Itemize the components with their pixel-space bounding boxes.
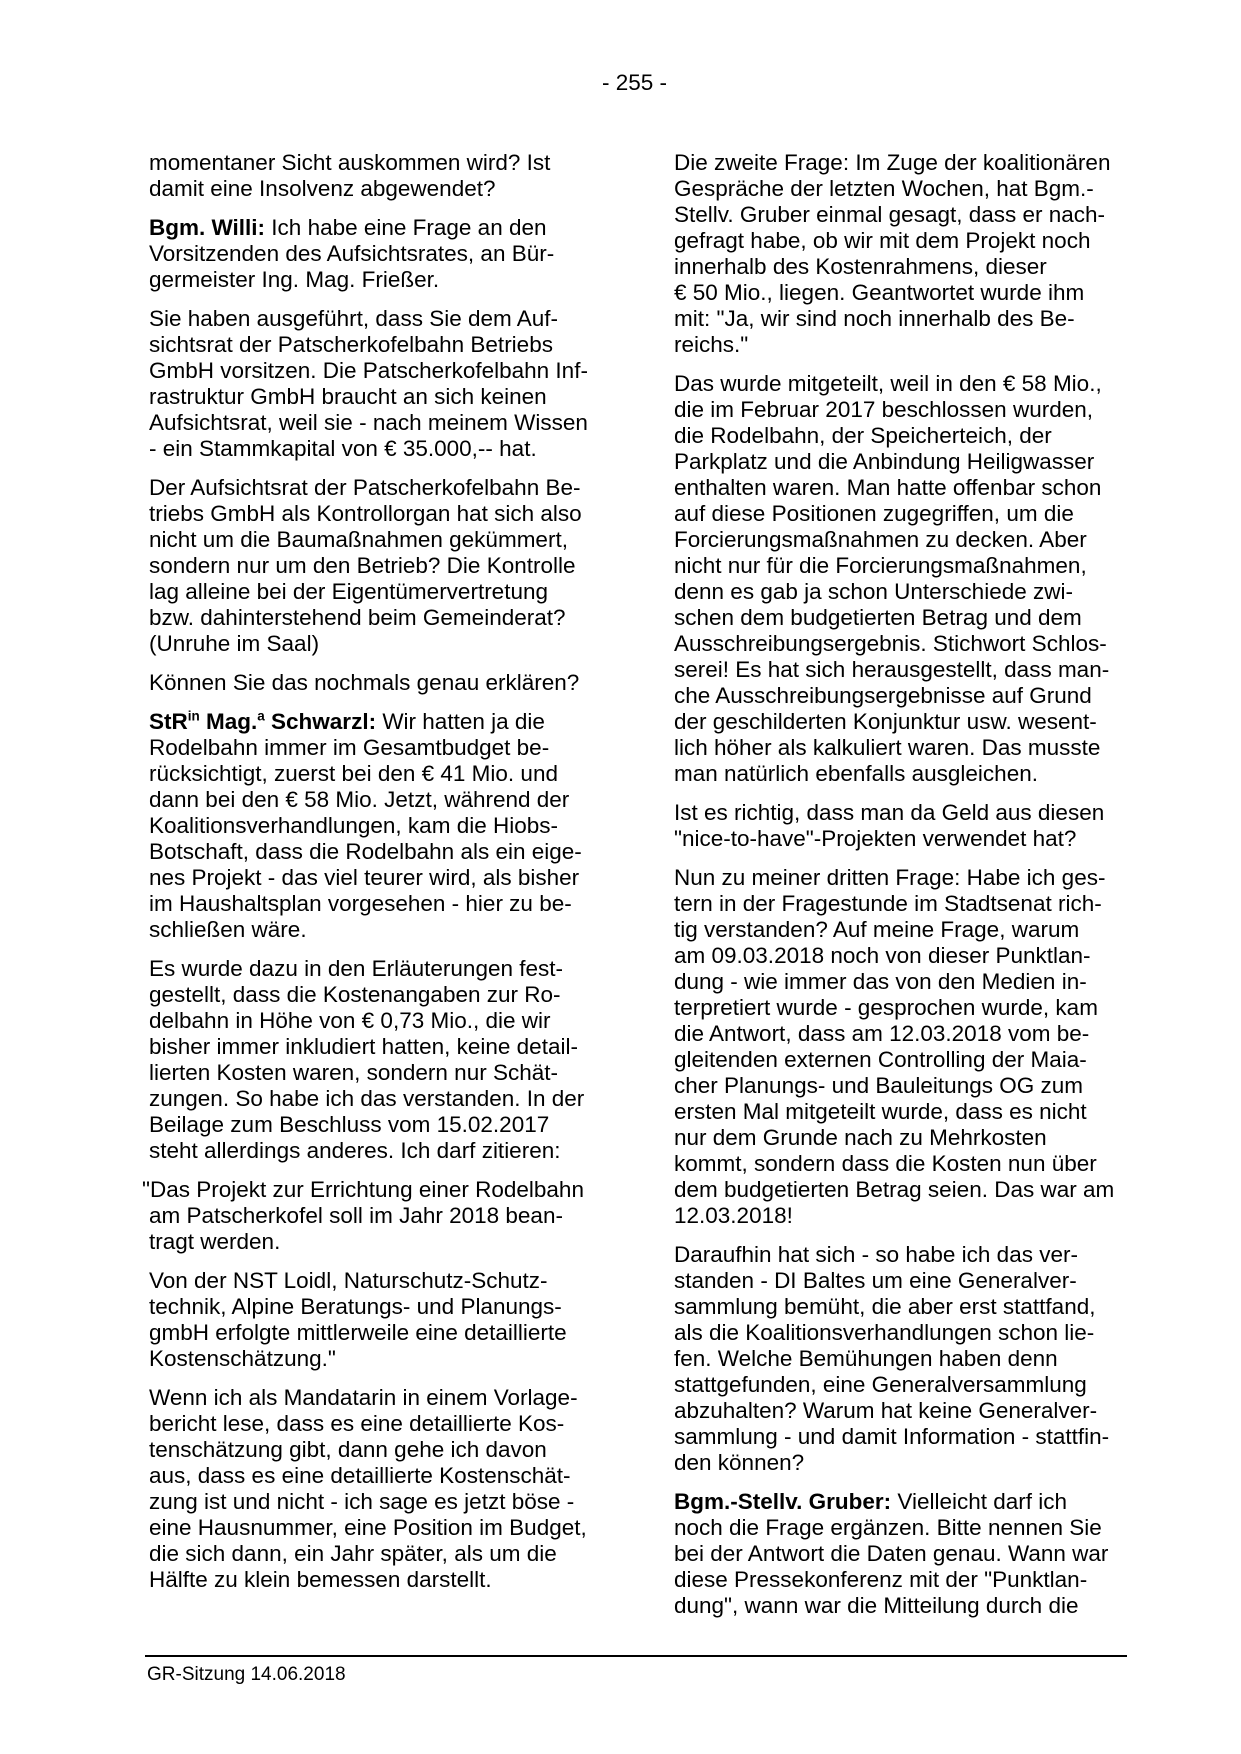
text-line: Beilage zum Beschluss vom 15.02.2017 bbox=[149, 1112, 550, 1137]
text-line bbox=[674, 1489, 1126, 1515]
text-line: - ein Stammkapital von € 35.000,-- hat. bbox=[149, 436, 537, 461]
text-line: den können? bbox=[674, 1450, 805, 1475]
text-line: dung - wie immer das von den Medien in- bbox=[674, 969, 1087, 994]
speaker-name: in bbox=[187, 708, 200, 724]
text-line: Ausschreibungsergebnis. Stichwort Schlos- bbox=[674, 631, 1107, 656]
text-line: denn es gab ja schon Unterschiede zwi- bbox=[674, 579, 1073, 604]
text-line: Die zweite Frage: Im Zuge der koalitionären bbox=[674, 150, 1111, 175]
text-line: schließen wäre. bbox=[149, 917, 307, 942]
text-line: Koalitionsverhandlungen, kam die Hiobs- bbox=[149, 813, 558, 838]
page-number: - 255 - bbox=[601, 70, 668, 95]
text-line: noch die Frage ergänzen. Bitte nennen Sie bbox=[674, 1515, 1102, 1540]
text-line: nur dem Grunde nach zu Mehrkosten bbox=[674, 1125, 1047, 1150]
text-line: Können Sie das nochmals genau erklären? bbox=[149, 670, 580, 695]
paragraph bbox=[149, 670, 581, 696]
text-line: bei der Antwort die Daten genau. Wann war bbox=[674, 1541, 1109, 1566]
text-line: che Ausschreibungsergebnisse auf Grund bbox=[674, 683, 1092, 708]
paragraph bbox=[142, 1177, 584, 1255]
text-line: man natürlich ebenfalls ausgleichen. bbox=[674, 761, 1038, 786]
paragraph bbox=[149, 709, 581, 943]
text-line: gleitenden externen Controlling der Maia- bbox=[674, 1047, 1087, 1072]
paragraph bbox=[149, 1268, 581, 1372]
paragraph bbox=[674, 1242, 1126, 1476]
paragraph bbox=[149, 475, 581, 657]
text-line: abzuhalten? Warum hat keine Generalver- bbox=[674, 1398, 1098, 1423]
text-line: Nun zu meiner dritten Frage: Habe ich ges- bbox=[674, 865, 1106, 890]
speaker-name: StR bbox=[149, 709, 188, 734]
text-line: die Antwort, dass am 12.03.2018 vom be- bbox=[674, 1021, 1090, 1046]
text-line: Parkplatz und die Anbindung Heiligwasser bbox=[674, 449, 1095, 474]
paragraph bbox=[149, 1385, 587, 1593]
text-line: terpretiert wurde - gesprochen wurde, kam bbox=[674, 995, 1098, 1020]
text-line: Wenn ich als Mandatarin in einem Vorlage- bbox=[149, 1385, 578, 1410]
text-line: "nice-to-have"-Projekten verwendet hat? bbox=[674, 826, 1077, 851]
text-line: sammlung - und damit Information - stattfin- bbox=[674, 1424, 1110, 1449]
paragraph bbox=[149, 215, 581, 293]
text-line: gefragt habe, ob wir mit dem Projekt noch bbox=[674, 228, 1091, 253]
text-line: nicht um die Baumaßnahmen gekümmert, bbox=[149, 527, 568, 552]
text-line: sammlung bemüht, die aber erst stattfand, bbox=[674, 1294, 1096, 1319]
text-segment: Ich habe eine Frage an den bbox=[265, 215, 547, 240]
text-line: Gespräche der letzten Wochen, hat Bgm.- bbox=[674, 176, 1094, 201]
text-line: sichtsrat der Patscherkofelbahn Betriebs bbox=[149, 332, 553, 357]
text-line: "Das Projekt zur Errichtung einer Rodelbahn bbox=[142, 1177, 584, 1202]
text-line: Forcierungsmaßnahmen zu decken. Aber bbox=[674, 527, 1087, 552]
text-line: steht allerdings anderes. Ich darf zitieren: bbox=[149, 1138, 561, 1163]
text-line: am Patscherkofel soll im Jahr 2018 bean- bbox=[149, 1203, 563, 1228]
footer-label: GR-Sitzung 14.06.2018 bbox=[147, 1664, 346, 1685]
text-line: mit: "Ja, wir sind noch innerhalb des Be- bbox=[674, 306, 1075, 331]
text-line: delbahn in Höhe von € 0,73 Mio., die wir bbox=[149, 1008, 551, 1033]
text-line: bzw. dahinterstehend beim Gemeinderat? bbox=[149, 605, 566, 630]
speaker-name: Schwarzl: bbox=[264, 709, 377, 734]
speaker-name: Bgm. Willi: bbox=[149, 215, 266, 240]
text-line: Ist es richtig, dass man da Geld aus diesen bbox=[674, 800, 1105, 825]
text-line: innerhalb des Kostenrahmens, dieser bbox=[674, 254, 1047, 279]
text-line: kommt, sondern dass die Kosten nun über bbox=[674, 1151, 1097, 1176]
text-line: gestellt, dass die Kostenangaben zur Ro- bbox=[149, 982, 561, 1007]
text-line: stattgefunden, eine Generalversammlung bbox=[674, 1372, 1087, 1397]
paragraph bbox=[674, 1489, 1126, 1619]
text-line: triebs GmbH als Kontrollorgan hat sich also bbox=[149, 501, 582, 526]
text-line: damit eine Insolvenz abgewendet? bbox=[149, 176, 496, 201]
paragraph bbox=[674, 150, 1126, 358]
right-column bbox=[674, 150, 1126, 1619]
text-line: bericht lese, dass es eine detaillierte Kos- bbox=[149, 1411, 565, 1436]
paragraph bbox=[674, 371, 1126, 787]
text-line: enthalten waren. Man hatte offenbar schon bbox=[674, 475, 1102, 500]
text-line: Es wurde dazu in den Erläuterungen fest- bbox=[149, 956, 563, 981]
text-line: standen - DI Baltes um eine Generalver- bbox=[674, 1268, 1077, 1293]
text-line: dann bei den € 58 Mio. Jetzt, während der bbox=[149, 787, 570, 812]
text-line: auf diese Positionen zugegriffen, um die bbox=[674, 501, 1074, 526]
text-line bbox=[149, 215, 581, 241]
paragraph bbox=[674, 865, 1126, 1229]
text-line: Rodelbahn immer im Gesamtbudget be- bbox=[149, 735, 550, 760]
text-line: gmbH erfolgte mittlerweile eine detaillierte bbox=[149, 1320, 567, 1345]
text-line bbox=[149, 709, 581, 735]
text-line: Stellv. Gruber einmal gesagt, dass er nach- bbox=[674, 202, 1106, 227]
text-line: Von der NST Loidl, Naturschutz-Schutz- bbox=[149, 1268, 548, 1293]
text-line: lich höher als kalkuliert waren. Das musste bbox=[674, 735, 1101, 760]
paragraph bbox=[149, 306, 588, 462]
text-line: dung", wann war die Mitteilung durch die bbox=[674, 1593, 1079, 1618]
speaker-name: Bgm.-Stellv. Gruber: bbox=[674, 1489, 892, 1514]
text-line: € 50 Mio., liegen. Geantwortet wurde ihm bbox=[674, 280, 1085, 305]
text-line: momentaner Sicht auskommen wird? Ist bbox=[149, 150, 551, 175]
text-segment: Wir hatten ja die bbox=[376, 709, 545, 734]
text-line: GmbH vorsitzen. Die Patscherkofelbahn Inf- bbox=[149, 358, 588, 383]
text-line: (Unruhe im Saal) bbox=[149, 631, 320, 656]
text-line: die Rodelbahn, der Speicherteich, der bbox=[674, 423, 1052, 448]
paragraph bbox=[149, 956, 585, 1164]
text-line: rastruktur GmbH braucht an sich keinen bbox=[149, 384, 547, 409]
text-line: tig verstanden? Auf meine Frage, warum bbox=[674, 917, 1080, 942]
text-line: aus, dass es eine detaillierte Kostenschät- bbox=[149, 1463, 571, 1488]
text-line: tragt werden. bbox=[149, 1229, 281, 1254]
text-line: 12.03.2018! bbox=[674, 1203, 793, 1228]
text-line: lierten Kosten waren, sondern nur Schät- bbox=[149, 1060, 558, 1085]
text-line: zung ist und nicht - ich sage es jetzt böse - bbox=[149, 1489, 575, 1514]
text-line: tern in der Fragestunde im Stadtsenat rich- bbox=[674, 891, 1102, 916]
text-line: ersten Mal mitgeteilt wurde, dass es nicht bbox=[674, 1099, 1087, 1124]
text-line: die im Februar 2017 beschlossen wurden, bbox=[674, 397, 1093, 422]
footer-rule bbox=[145, 1655, 1127, 1657]
text-line: eine Hausnummer, eine Position im Budget, bbox=[149, 1515, 587, 1540]
text-line: Botschaft, dass die Rodelbahn als ein eige- bbox=[149, 839, 582, 864]
text-line: reichs." bbox=[674, 332, 749, 357]
text-line: cher Planungs- und Bauleitungs OG zum bbox=[674, 1073, 1083, 1098]
text-line: nicht nur für die Forcierungsmaßnahmen, bbox=[674, 553, 1087, 578]
speaker-name: a bbox=[257, 708, 265, 724]
text-line: Kostenschätzung." bbox=[149, 1346, 336, 1371]
text-line: als die Koalitionsverhandlungen schon lie- bbox=[674, 1320, 1095, 1345]
text-line: im Haushaltsplan vorgesehen - hier zu be- bbox=[149, 891, 572, 916]
text-line: bisher immer inkludiert hatten, keine detail- bbox=[149, 1034, 578, 1059]
text-line: rücksichtigt, zuerst bei den € 41 Mio. und bbox=[149, 761, 558, 786]
text-line: Der Aufsichtsrat der Patscherkofelbahn Be- bbox=[149, 475, 581, 500]
text-line: diese Pressekonferenz mit der "Punktlan- bbox=[674, 1567, 1088, 1592]
text-line: sondern nur um den Betrieb? Die Kontrolle bbox=[149, 553, 576, 578]
text-line: der geschilderten Konjunktur usw. wesent- bbox=[674, 709, 1097, 734]
text-line: Hälfte zu klein bemessen darstellt. bbox=[149, 1567, 492, 1592]
text-line: am 09.03.2018 noch von dieser Punktlan- bbox=[674, 943, 1091, 968]
paragraph bbox=[149, 150, 581, 202]
left-column bbox=[142, 150, 588, 1593]
text-line: Aufsichtsrat, weil sie - nach meinem Wissen bbox=[149, 410, 588, 435]
text-line: schen dem budgetierten Betrag und dem bbox=[674, 605, 1082, 630]
paragraph bbox=[674, 800, 1126, 852]
text-line: Daraufhin hat sich - so habe ich das ver- bbox=[674, 1242, 1078, 1267]
text-line: technik, Alpine Beratungs- und Planungs- bbox=[149, 1294, 562, 1319]
text-line: dem budgetierten Betrag seien. Das war am bbox=[674, 1177, 1115, 1202]
text-line: germeister Ing. Mag. Frießer. bbox=[149, 267, 440, 292]
text-line: die sich dann, ein Jahr später, als um die bbox=[149, 1541, 557, 1566]
text-line: fen. Welche Bemühungen haben denn bbox=[674, 1346, 1058, 1371]
text-line: tenschätzung gibt, dann gehe ich davon bbox=[149, 1437, 547, 1462]
text-line: zungen. So habe ich das verstanden. In der bbox=[149, 1086, 585, 1111]
text-line: Sie haben ausgeführt, dass Sie dem Auf- bbox=[149, 306, 559, 331]
text-line: lag alleine bei der Eigentümervertretung bbox=[149, 579, 548, 604]
text-line: Vorsitzenden des Aufsichtsrates, an Bür- bbox=[149, 241, 555, 266]
text-line: nes Projekt - das viel teurer wird, als bisher bbox=[149, 865, 580, 890]
text-line: serei! Es hat sich herausgestellt, dass man- bbox=[674, 657, 1110, 682]
text-line: Das wurde mitgeteilt, weil in den € 58 Mio., bbox=[674, 371, 1102, 396]
speaker-name: Mag. bbox=[199, 709, 258, 734]
text-segment: Vielleicht darf ich bbox=[891, 1489, 1068, 1514]
